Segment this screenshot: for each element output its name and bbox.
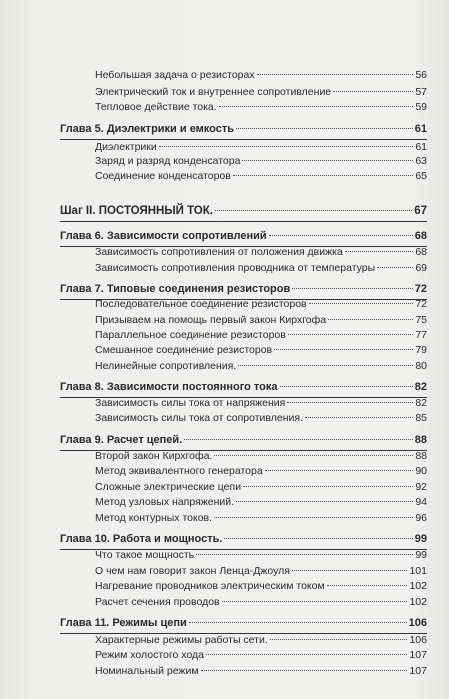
leader-dots	[214, 517, 413, 518]
toc-entry	[95, 649, 427, 663]
toc-title: Характерные режимы работы сети.	[95, 634, 268, 646]
page-number: 77	[415, 329, 427, 341]
leader-dots	[224, 538, 412, 539]
toc-title: Метод узловых напряжений.	[95, 496, 235, 508]
toc-chapter	[60, 123, 427, 139]
leader-dots	[196, 554, 413, 555]
toc-title: Глава 6. Зависимости сопротивлений	[60, 230, 267, 242]
toc-entry	[95, 298, 427, 312]
page-number: 57	[415, 86, 427, 98]
toc-chapter	[60, 617, 427, 633]
toc-entry	[95, 69, 427, 83]
leader-dots	[309, 303, 414, 304]
page-number: 107	[409, 649, 427, 661]
toc-entry	[95, 665, 427, 679]
toc-part	[60, 205, 427, 221]
section-divider	[60, 139, 427, 140]
leader-dots	[201, 670, 408, 671]
toc-entry	[95, 450, 427, 464]
toc-title: Электрический ток и внутреннее сопротивление	[95, 86, 332, 98]
page-number: 63	[415, 155, 427, 167]
page-number: 92	[415, 481, 427, 493]
toc-chapter	[60, 533, 427, 549]
page-number: 72	[415, 298, 427, 310]
toc-title: Глава 9. Расчет цепей.	[60, 434, 183, 446]
toc-title: Призываем на помощь первый закон Кирхгофа	[95, 314, 327, 326]
page-number: 102	[409, 580, 427, 592]
leader-dots	[184, 439, 413, 440]
page-number: 88	[415, 450, 427, 462]
toc-entry	[95, 412, 427, 426]
toc-title: Смешанное соединение резисторов	[95, 344, 273, 356]
page-number: 68	[415, 246, 427, 258]
toc-entry	[95, 496, 427, 510]
leader-dots	[305, 417, 413, 418]
toc-entry	[95, 329, 427, 343]
toc-chapter	[60, 381, 427, 397]
leader-dots	[292, 288, 412, 289]
leader-dots	[238, 365, 413, 366]
toc-title: Диэлектрики	[95, 141, 157, 153]
toc-entry	[95, 565, 427, 579]
page-number: 72	[414, 283, 427, 295]
leader-dots	[327, 585, 408, 586]
toc-title: Зависимость силы тока от напряжения	[95, 397, 286, 409]
page-number: 59	[415, 101, 427, 113]
page-number: 82	[415, 397, 427, 409]
leader-dots	[236, 501, 413, 502]
leader-dots	[269, 235, 413, 236]
leader-dots	[206, 654, 408, 655]
leader-dots	[215, 210, 412, 211]
page-number: 65	[415, 170, 427, 182]
toc-title: Тепловое действие тока.	[95, 101, 217, 113]
page-number: 96	[415, 512, 427, 524]
toc-entry	[95, 397, 427, 411]
leader-dots	[242, 160, 413, 161]
toc-entry	[95, 481, 427, 495]
toc-entry	[95, 246, 427, 260]
page-number: 94	[415, 496, 427, 508]
leader-dots	[236, 128, 413, 129]
leader-dots	[333, 91, 413, 92]
toc-entry	[95, 314, 427, 328]
toc-title: Зависимость сопротивления от положения движка	[95, 246, 343, 258]
toc-title: Заряд и разряд конденсатора	[95, 155, 241, 167]
page-number: 107	[409, 665, 427, 677]
page-number: 61	[415, 141, 427, 153]
toc-chapter	[60, 283, 427, 299]
toc-title: Параллельное соединение резисторов	[95, 329, 286, 341]
leader-dots	[219, 106, 414, 107]
toc-title: Последовательное соединение резисторов	[95, 298, 307, 310]
page-number: 106	[408, 617, 427, 629]
toc-entry	[95, 155, 427, 169]
toc-entry	[95, 170, 427, 184]
toc-title: Что такое мощность	[95, 549, 195, 561]
page-number: 85	[415, 412, 427, 424]
leader-dots	[328, 319, 413, 320]
page-number: 80	[415, 360, 427, 372]
toc-title: Сложные электрические цепи	[95, 481, 242, 493]
leader-dots	[233, 175, 413, 176]
toc-title: Зависимость силы тока от сопротивления.	[95, 412, 303, 424]
toc-entry	[95, 634, 427, 648]
page-number: 79	[415, 344, 427, 356]
toc-entry	[95, 596, 427, 610]
toc-title: Шаг II. ПОСТОЯННЫЙ ТОК.	[60, 205, 213, 217]
toc-entry	[95, 549, 427, 563]
toc-title: О чем нам говорит закон Ленца-Джоуля	[95, 565, 290, 577]
toc-title: Режим холостого хода	[95, 649, 204, 661]
toc-entry	[95, 141, 427, 155]
toc-entry	[95, 580, 427, 594]
leader-dots	[280, 386, 413, 387]
page-number: 61	[414, 123, 427, 135]
toc-title: Зависимость сопротивления проводника от температуры	[95, 262, 376, 274]
leader-dots	[243, 486, 413, 487]
page-number: 75	[415, 314, 427, 326]
toc-title: Нелинейные сопротивления.	[95, 360, 237, 372]
toc-title: Метод эквивалентного генератора	[95, 465, 263, 477]
leader-dots	[270, 639, 408, 640]
leader-dots	[159, 146, 414, 147]
toc-entry	[95, 344, 427, 358]
leader-dots	[377, 267, 413, 268]
leader-dots	[288, 334, 413, 335]
toc-title: Нагревание проводников электрическим током	[95, 580, 325, 592]
toc-title: Соединение конденсаторов	[95, 170, 231, 182]
page-number: 90	[415, 465, 427, 477]
page-number: 101	[409, 565, 427, 577]
page-number: 88	[414, 434, 427, 446]
page-number: 106	[409, 634, 427, 646]
page-number: 67	[414, 205, 427, 217]
toc-title: Глава 11. Режимы цепи	[60, 617, 187, 629]
page-number: 68	[414, 230, 427, 242]
toc-chapter	[60, 230, 427, 246]
toc-title: Номинальный режим	[95, 665, 199, 677]
leader-dots	[287, 402, 413, 403]
leader-dots	[345, 251, 413, 252]
leader-dots	[265, 470, 414, 471]
toc-title: Глава 5. Диэлектрики и емкость	[60, 123, 235, 135]
page-number: 69	[415, 262, 427, 274]
page-number: 56	[415, 69, 427, 81]
toc-title: Расчет сечения проводов	[95, 596, 220, 608]
toc-entry	[95, 512, 427, 526]
page-number: 82	[414, 381, 427, 393]
toc-title: Глава 7. Типовые соединения резисторов	[60, 283, 291, 295]
leader-dots	[214, 455, 413, 456]
toc-chapter	[60, 434, 427, 450]
leader-dots	[222, 601, 408, 602]
toc-entry	[95, 360, 427, 374]
page-number: 99	[414, 533, 427, 545]
leader-dots	[274, 349, 413, 350]
toc-title: Второй закон Кирхгофа.	[95, 450, 213, 462]
leader-dots	[292, 570, 408, 571]
toc-title: Небольшая задача о резисторах	[95, 69, 255, 81]
toc-entry	[95, 262, 427, 276]
toc-entry	[95, 465, 427, 479]
leader-dots	[189, 622, 407, 623]
page-number: 102	[409, 596, 427, 608]
toc-entry	[95, 86, 427, 100]
toc-title: Метод контурных токов.	[95, 512, 213, 524]
leader-dots	[257, 74, 414, 75]
toc-title: Глава 10. Работа и мощность.	[60, 533, 223, 545]
page-number: 99	[415, 549, 427, 561]
section-divider	[60, 221, 427, 222]
toc-title: Глава 8. Зависимости постоянного тока	[60, 381, 278, 393]
toc-entry	[95, 101, 427, 115]
